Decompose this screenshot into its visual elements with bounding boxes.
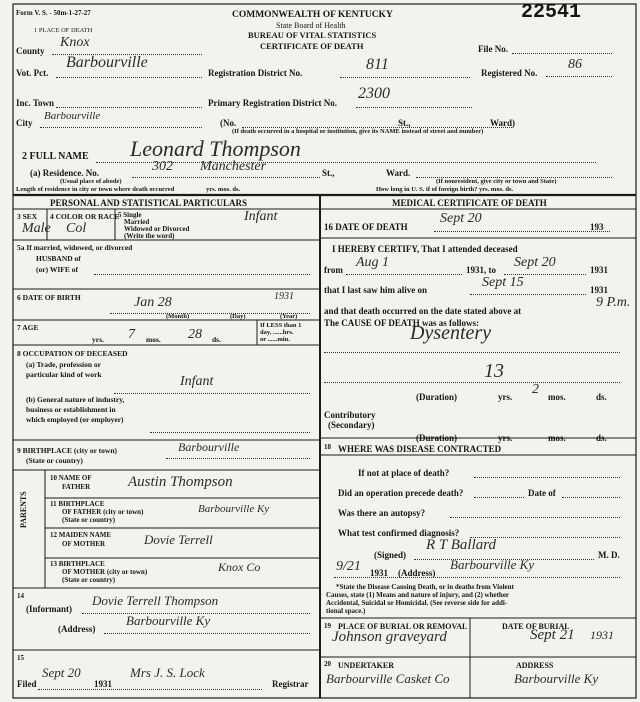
father-label-1: 10 NAME OF	[50, 474, 92, 482]
if-less-3: or ......min.	[260, 336, 290, 343]
duration-2-mos: mos.	[548, 433, 566, 443]
filed-date: Sept 20	[42, 665, 81, 680]
test-label: What test confirmed diagnosis?	[338, 528, 460, 538]
full-name-value: Leonard Thompson	[130, 136, 301, 161]
mother-birthplace-value: Knox Co	[218, 560, 261, 574]
residence-street: Manchester	[200, 159, 267, 174]
dob-label: 6 DATE OF BIRTH	[17, 293, 81, 302]
filed-label: Filed	[17, 679, 37, 689]
file-no-label: File No.	[478, 44, 508, 54]
informant-value: Dovie Terrell Thompson	[92, 593, 219, 608]
primary-district-value: 2300	[358, 85, 390, 102]
mother-label-1: 12 MAIDEN NAME	[50, 531, 112, 539]
marital-widowed: Widowed or Divorced	[124, 225, 190, 233]
undertaker-label: UNDERTAKER	[338, 661, 395, 670]
attended-to-date: Sept 20	[514, 255, 556, 270]
registrar-name: Mrs J. S. Lock	[130, 665, 205, 680]
item-15: 15	[17, 654, 24, 662]
medical-header: MEDICAL CERTIFICATE OF DEATH	[392, 198, 547, 208]
marital-write: (Write the word)	[124, 232, 175, 240]
form-id: Form V. S. - 50m-1-27-27	[16, 9, 91, 17]
dob-value: Jan 28	[134, 295, 172, 310]
county-label: County	[16, 46, 45, 56]
primary-district-label: Primary Registration District No.	[208, 98, 337, 108]
birthplace-label: 9 BIRTHPLACE (city or town)	[17, 446, 118, 455]
item-19: 19	[324, 622, 331, 630]
residence-label: (a) Residence. No.	[30, 168, 99, 178]
industry-label-3: which employed (or employer)	[26, 415, 124, 424]
death-time-label: and that death occurred on the date stated above at	[324, 306, 522, 316]
informant-address-value: Barbourville Ky	[126, 613, 211, 628]
city-ward-label: Ward)	[490, 118, 516, 128]
note-line-3: Accidental, Suicidal or Homicidal. (See reverse side for addi-	[326, 599, 508, 607]
last-saw-label: that I last saw him alive on	[324, 285, 428, 295]
occupation-label-1: 8 OCCUPATION OF DECEASED	[17, 349, 128, 358]
length-residence-units: yrs. mos. ds.	[206, 186, 241, 193]
married-label-2: HUSBAND of	[36, 254, 81, 263]
cause-label: The CAUSE OF DEATH was as follows:	[324, 318, 480, 328]
item-20: 20	[324, 660, 331, 668]
full-name-label: 2 FULL NAME	[22, 151, 89, 162]
vot-label: Vot. Pct.	[16, 68, 49, 78]
industry-label-1: (b) General nature of industry,	[26, 395, 125, 404]
if-less-1: If LESS than 1	[260, 322, 302, 329]
married-label-3: (or) WIFE of	[36, 265, 78, 274]
burial-date-value: Sept 21	[530, 627, 575, 643]
usual-abode-note: (Usual place of abode)	[60, 178, 122, 185]
cause-code: 13	[484, 360, 504, 382]
residence-no: 302	[152, 159, 173, 174]
duration-2-label: (Duration)	[416, 433, 457, 443]
mother-birthplace-1: 13 BIRTHPLACE	[50, 560, 105, 568]
burial-year: 1931	[590, 628, 614, 642]
cause-value: Dysentery	[410, 322, 492, 344]
mother-birthplace-2: OF MOTHER (city or town)	[62, 568, 148, 576]
signature-date: 9/21	[336, 559, 361, 574]
industry-label-2: business or establishment in	[26, 405, 116, 414]
title-bureau: BUREAU OF VITAL STATISTICS	[248, 30, 377, 40]
marital-single: 5 Single	[118, 211, 142, 219]
father-birthplace-value: Barbourville Ky	[198, 503, 270, 515]
mother-birthplace-3: (State or country)	[62, 576, 116, 584]
note-line-2: Causes, state (1) Means and nature of injury, and (2) whether	[326, 591, 510, 599]
if-less-2: day, ......hrs.	[260, 329, 294, 336]
occupation-label-3: particular kind of work	[26, 370, 102, 379]
registered-no: 86	[568, 57, 582, 72]
last-saw-year: 1931	[590, 285, 608, 295]
contributory-label: Contributory	[324, 410, 376, 420]
undertaker-address-value: Barbourville Ky	[514, 671, 599, 686]
signature-year: 1931	[370, 568, 388, 578]
father-birthplace-3: (State or country)	[62, 516, 116, 524]
not-place-label: If not at place of death?	[358, 468, 450, 478]
father-birthplace-1: 11 BIRTHPLACE	[50, 500, 105, 508]
attended-to-year: 1931	[590, 265, 608, 275]
mother-label-2: OF MOTHER	[62, 540, 106, 548]
residence-st-label: St.,	[322, 168, 335, 178]
sex-label: 3 SEX	[17, 212, 38, 221]
dob-day-caption: (Day)	[230, 313, 246, 320]
title-commonwealth: COMMONWEALTH OF KENTUCKY	[232, 10, 393, 20]
secondary-label: (Secondary)	[328, 420, 375, 430]
item-14: 14	[17, 592, 24, 600]
attended-from-label: from	[324, 265, 343, 275]
title-certificate: CERTIFICATE OF DEATH	[260, 41, 364, 51]
burial-place-value: Johnson graveyard	[332, 629, 447, 645]
father-label-2: FATHER	[62, 483, 91, 491]
physician-signature: R T Ballard	[426, 537, 497, 553]
city-no-label: (No.	[220, 118, 237, 128]
age-days: 28	[188, 327, 202, 342]
filed-year: 1931	[94, 679, 112, 689]
occupation-value: Infant	[180, 374, 214, 389]
nonresident-note: (If nonresident, give city or town and State)	[436, 178, 557, 185]
dob-year: 1931	[274, 291, 294, 302]
vot-value: Barbourville	[66, 54, 148, 71]
undertaker-address-label: ADDRESS	[516, 661, 554, 670]
hospital-note: (If death occurred in a hospital or institution, give its NAME instead of street and number)	[232, 128, 484, 135]
age-ds-label: ds.	[212, 335, 221, 344]
age-months: 7	[128, 327, 135, 342]
city-st-label: St.,	[398, 118, 411, 128]
contracted-label: WHERE WAS DISEASE CONTRACTED	[338, 444, 502, 454]
last-saw-date: Sept 15	[482, 275, 524, 290]
attended-from-year: 1931, to	[466, 265, 496, 275]
married-label-1: 5a If married, widowed, or divorced	[17, 243, 133, 252]
county-value: Knox	[60, 35, 90, 50]
note-line-1: *State the Disease Causing Death, or in deaths from Violent	[336, 583, 514, 591]
date-of-death-year: 193	[590, 222, 604, 232]
informant-label: (Informant)	[26, 604, 72, 614]
date-of-death-label: 16 DATE OF DEATH	[324, 222, 408, 232]
marital-value: Infant	[244, 209, 278, 224]
attended-from-date: Aug 1	[356, 255, 390, 270]
death-time-value: 9 P.m.	[596, 295, 631, 310]
color-value: Col	[66, 221, 87, 236]
city-label: City	[16, 118, 33, 128]
sex-value: Male	[22, 221, 51, 236]
place-of-death-label: 1 PLACE OF DEATH	[34, 27, 93, 34]
burial-place-label: PLACE OF BURIAL OR REMOVAL	[338, 622, 468, 631]
mother-value: Dovie Terrell	[144, 532, 213, 547]
certify-label: I HEREBY CERTIFY, That I attended deceased	[332, 244, 518, 254]
birthplace-value: Barbourville	[178, 440, 240, 454]
marital-married: Married	[124, 218, 150, 226]
dob-month-caption: (Month)	[166, 313, 190, 320]
father-birthplace-2: OF FATHER (city or town)	[62, 508, 144, 516]
foreign-birth-note: How long in U. S. if of foreign birth? yrs. mos. ds.	[376, 186, 514, 193]
duration-1-label: (Duration)	[416, 392, 457, 402]
md-label: M. D.	[598, 550, 620, 560]
signed-label: (Signed)	[374, 550, 407, 560]
duration-2-yrs: yrs.	[498, 433, 513, 443]
birthplace-state-label: (State or country)	[26, 456, 83, 465]
duration-1-months: 2	[532, 382, 539, 397]
date-of-death-value: Sept 20	[440, 211, 482, 226]
personal-header: PERSONAL AND STATISTICAL PARTICULARS	[50, 198, 247, 208]
informant-address-label: (Address)	[58, 624, 96, 634]
title-board: State Board of Health	[276, 21, 346, 30]
duration-1-mos: mos.	[548, 392, 566, 402]
undertaker-value: Barbourville Casket Co	[326, 671, 450, 686]
operation-date-label: Date of	[528, 488, 556, 498]
city-value: Barbourville	[44, 110, 101, 122]
parents-label: PARENTS	[19, 491, 28, 528]
signature-address: Barbourville Ky	[450, 557, 535, 572]
operation-label: Did an operation precede death?	[338, 488, 464, 498]
dob-year-caption: (Year)	[280, 313, 298, 320]
inc-town-label: Inc. Town	[16, 98, 55, 108]
father-value: Austin Thompson	[128, 474, 233, 490]
reg-district-value: 811	[366, 56, 389, 73]
burial-date-label: DATE OF BURIAL	[502, 622, 570, 631]
age-yrs-label: yrs.	[92, 335, 104, 344]
registered-no-label: Registered No.	[481, 68, 538, 78]
duration-2-ds: ds.	[596, 433, 607, 443]
duration-1-ds: ds.	[596, 392, 607, 402]
signature-address-label: (Address)	[398, 568, 436, 578]
note-line-4: tional space.)	[326, 607, 366, 615]
registrar-label: Registrar	[272, 679, 309, 689]
age-label: 7 AGE	[17, 323, 39, 332]
autopsy-label: Was there an autopsy?	[338, 508, 426, 518]
length-residence-note: Length of residence in city or town where death occurred	[16, 186, 175, 193]
residence-ward-label: Ward.	[386, 168, 411, 178]
age-mos-label: mos.	[146, 335, 161, 344]
item-18: 18	[324, 443, 331, 451]
certificate-number: 22541	[521, 1, 582, 24]
duration-1-yrs: yrs.	[498, 392, 513, 402]
reg-district-label: Registration District No.	[208, 68, 303, 78]
color-label: 4 COLOR OR RACE	[50, 212, 120, 221]
occupation-label-2: (a) Trade, profession or	[26, 360, 101, 369]
